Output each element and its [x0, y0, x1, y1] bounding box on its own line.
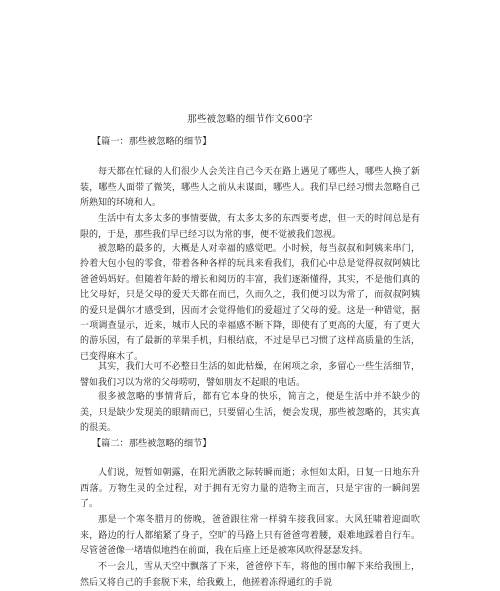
section-1-paragraph-2: 生活中有太多太多的事情要做，有太多太多的东西要考虑，但一天的时间总是有限的，于是，那些我们早已经习以为常的事，便不觉被我们忽视。 [80, 214, 420, 240]
section-2-paragraph-2: 那是一个寒冬腊月的傍晚，爸爸跟往常一样骑车接我回家。大风狂啸着迎面吹来，路边的行人都缩紧了身子，空旷的马路上只有爸爸弯着腰，艰难地踩着自行车。尽管爸爸像一堵墙似地挡在前面，我在后座上还是被寒风吹得瑟瑟发抖。 [80, 515, 420, 557]
section-heading-2: 【篇二：那些被忽略的细节】 [92, 438, 212, 449]
section-1-paragraph-1: 每天都在忙碌的人们很少人会关注自己今天在路上遇见了哪些人，哪些人换了新装，哪些人面带了微笑，哪些人之前从未谋面，哪些人。我们早已经习惯去忽略自己所熟知的环境和人。 [80, 167, 420, 209]
section-1-paragraph-3: 被忽略的最多的，大概是人对幸福的感觉吧。小时候，每当叔叔和阿姨来串门，拎着大包小包的零食，带着各种各样的玩具来看我们，我们心中总是觉得叔叔阿姨比爸爸妈妈好。但随着年龄的增长和阅历的丰富，我们逐渐懂得，其实，不是他们真的比父母好，只是父母的爱天天都在而已，久而久之，我们便习以为常了，而叔叔阿姨的爱只是偶尔才感受到，因而才会觉得他们的爱超过了父母的爱。这是一种错觉，据一项调查显示，近来，城市人民的幸福感不断下降，即使有了更高的大厦，有了更大的游乐园，有了最新的苹果手机，归根结底，不过是早已习惯了这样高质量的生活，已变得麻木了。 [80, 244, 420, 362]
section-2-paragraph-3: 不一会儿，雪从天空中飘落了下来，爸爸停下车，将他的围巾解下来给我围上，然后又将自己的手套脱下来，给我戴上，他搓着冻得通红的手说 [80, 562, 420, 588]
section-1-paragraph-4: 其实，我们大可不必整日生活的如此枯燥，在闲项之余，多留心一些生活细节，譬如我们习以为常的父母唠叨，譬如朋友不起眼的电话。 [80, 362, 420, 388]
section-heading-1: 【篇一：那些被忽略的细节】 [92, 136, 212, 147]
document-title: 那些被忽略的细节作文600字 [187, 114, 313, 125]
section-1-paragraph-5: 很多被忽略的事情背后，都有它本身的快乐，简言之，便是生活中并不缺少的美，只是缺少发现美的眼睛而已，只要留心生活，便会发现，那些被忽略的，其实真的很美。 [80, 392, 420, 434]
section-2-paragraph-1: 人们说，短暂如朝露，在阳光洒散之际转瞬而逝；永恒如太阳，日复一日地东升西落。万物生灵的全过程，对于拥有无穷力量的造物主而言，只是宇宙的一瞬间罢了。 [80, 468, 420, 510]
